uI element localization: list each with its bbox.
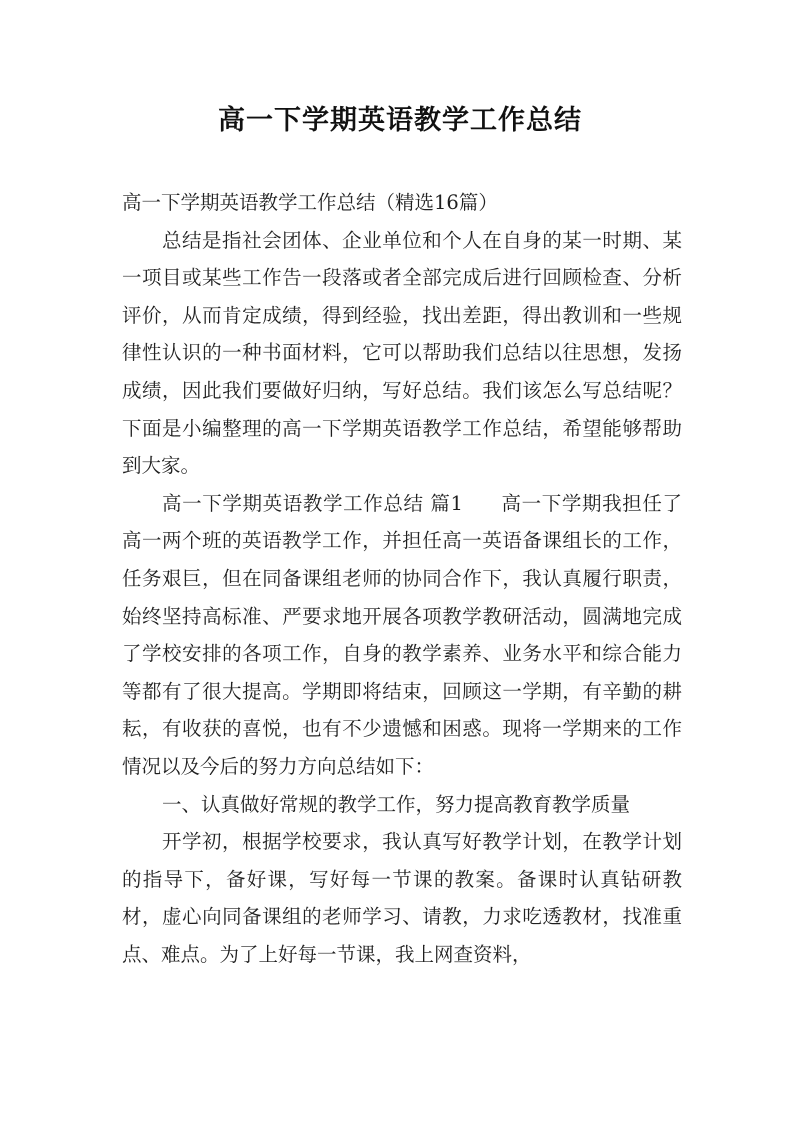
point-body: 开学初，根据学校要求，我认真写好教学计划，在教学计划的指导下，备好课，写好每一节课的教案。备课时认真钻研教材，虚心向同备课组的老师学习、请教，力求吃透教材，找准重点、难点。为了上好每一节课，我上网查资料， [122, 830, 682, 966]
intro-paragraph: 总结是指社会团体、企业单位和个人在自身的某一时期、某一项目或某些工作告一段落或者全部完成后进行回顾检查、分析评价，从而肯定成绩，得到经验，找出差距，得出教训和一些规律性认识的一种书面材料，它可以帮助我们总结以往思想，发扬成绩，因此我们要做好归纳，写好总结。我们该怎么写总结呢？下面是小编整理的高一下学期英语教学工作总结，希望能够帮助到大家。 [122, 228, 682, 478]
document-body [122, 184, 682, 973]
point-heading: 一、认真做好常规的教学工作，努力提高教育教学质量 [162, 792, 631, 816]
section-paragraph [122, 485, 682, 786]
document-title: 高一下学期英语教学工作总结 [218, 105, 582, 136]
section-heading: 高一下学期英语教学工作总结 篇1 [162, 491, 463, 515]
document-subtitle: 高一下学期英语教学工作总结（精选16篇） [122, 191, 498, 214]
section-body: 高一下学期我担任了高一两个班的英语教学工作，并担任高一英语备课组长的工作，任务艰巨，但在同备课组老师的协同合作下，我认真履行职责，始终坚持高标准、严要求地开展各项教学教研活动，圆满地完成了学校安排的各项工作，自身的教学素养、业务水平和综合能力等都有了很大提高。学期即将结束，回顾这一学期，有辛勤的耕耘，有收获的喜悦，也有不少遗憾和困惑。现将一学期来的工作情况以及今后的努力方向总结如下： [122, 491, 682, 778]
